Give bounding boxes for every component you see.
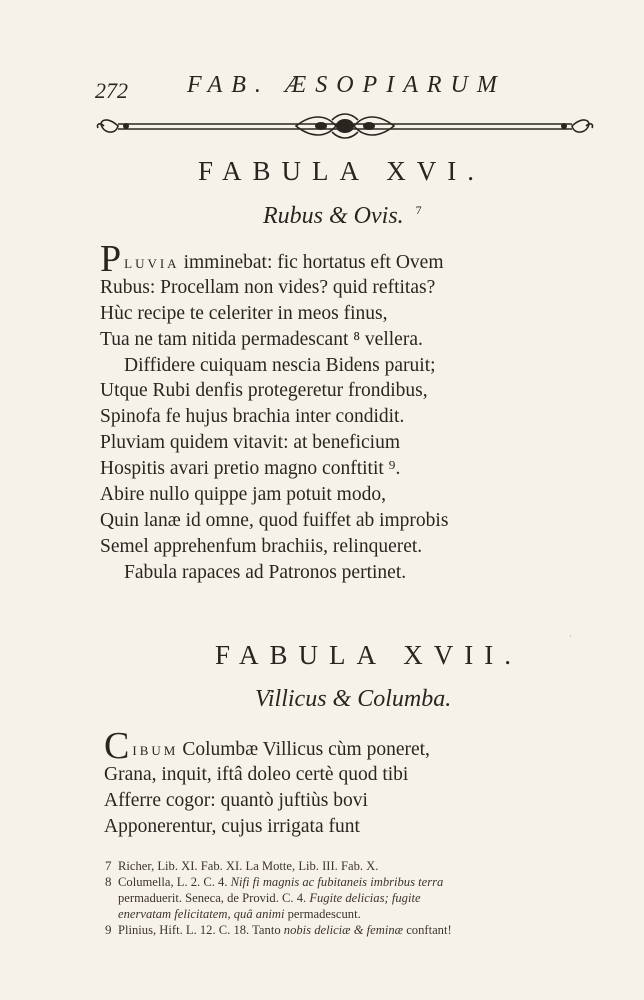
running-title: FAB. ÆSOPIARUM xyxy=(187,72,506,98)
verse-line: Apponerentur, cujus irrigata funt xyxy=(104,815,360,837)
print-speck: · xyxy=(569,632,572,641)
fable-17-subtitle: Villicus & Columba. xyxy=(255,686,452,712)
footnotes xyxy=(105,858,618,938)
small-caps-word: IBUM xyxy=(132,743,179,758)
footnote-9 xyxy=(105,922,618,938)
opening-line-rest: Columbæ Villicus cùm poneret, xyxy=(182,739,430,760)
verse-line: Diffidere cuiquam nescia Bidens paruit; xyxy=(124,354,436,376)
footnote-text: Richer, Lib. XI. Fab. XI. La Motte, Lib. III. Fab. X. xyxy=(118,859,379,873)
verse-line: Rubus: Procellam non vides? quid reftitas? xyxy=(100,276,436,298)
footnote-text: permadescunt. xyxy=(284,907,361,921)
footnote-quote: Nifi fi magnis ac fubitaneis imbribus terra xyxy=(230,875,444,889)
opening-line-rest: imminebat: fic hortatus eft Ovem xyxy=(183,252,444,273)
fable-16-subtitle-text: Rubus & Ovis. xyxy=(263,203,404,229)
verse-line: Afferre cogor: quantò juftiùs bovi xyxy=(104,789,368,811)
verse-line xyxy=(104,725,554,767)
footnote-mark: 8 xyxy=(105,874,112,889)
verse-line: Abire nullo quippe jam potuit modo, xyxy=(100,484,386,506)
verse-line: Utque Rubi denfis protegeretur frondibus, xyxy=(100,380,428,402)
footnote-7 xyxy=(105,858,618,874)
verse-line: Fabula rapaces ad Patronos pertinet. xyxy=(124,561,407,583)
footnote-text: permaduerit. Seneca, de Provid. C. 4. xyxy=(118,891,310,905)
footnote-quote: enervatam felicitatem, quâ animi xyxy=(118,907,285,921)
verse-line xyxy=(100,238,550,280)
footnote-mark: 9 xyxy=(105,922,112,937)
verse-line: Tua ne tam nitida permadescant ⁸ vellera. xyxy=(100,328,423,350)
footnote-text: Plinius, Hift. L. 12. C. 18. Tanto xyxy=(118,923,284,937)
verse-line: Grana, inquit, iftâ doleo certè quod tibi xyxy=(104,763,409,785)
footnote-mark: 7 xyxy=(105,858,112,873)
verse-line: Semel apprehenfum brachiis, relinqueret. xyxy=(100,535,423,557)
fable-17-verse xyxy=(104,725,554,840)
footnote-text: Columella, L. 2. C. 4. xyxy=(118,875,231,889)
page-number: 272 xyxy=(95,78,128,103)
footnote-8-continued xyxy=(118,890,618,906)
verse-line: Quin lanæ id omne, quod fuiffet ab improbis xyxy=(100,509,449,531)
fable-16-subtitle xyxy=(263,203,422,230)
verse-line: Pluviam quidem vitavit: at beneficium xyxy=(100,432,401,454)
small-caps-word: LUVIA xyxy=(124,256,180,271)
footnote-text: conftant! xyxy=(403,923,452,937)
verse-line: Hospitis avari pretio magno conftitit ⁹. xyxy=(100,458,401,480)
verse-line: Spinofa fe hujus brachia inter condidit. xyxy=(100,406,405,428)
footnote-quote: Fugite delicias; fugite xyxy=(309,891,421,905)
verse-line: Hùc recipe te celeriter in meos finus, xyxy=(100,302,388,324)
drop-cap: C xyxy=(104,725,130,767)
ornamental-rule xyxy=(96,110,594,144)
footnote-quote: nobis deliciæ & feminæ xyxy=(283,923,404,937)
fable-16-verse xyxy=(100,238,550,586)
fable-16-title: FABULA XVI. xyxy=(198,156,486,186)
drop-cap: P xyxy=(100,238,122,280)
footnote-ref-7: 7 xyxy=(415,203,422,217)
fable-17-title: FABULA XVII. xyxy=(215,640,522,670)
running-head xyxy=(95,72,535,106)
footnote-8-continued xyxy=(118,906,618,922)
footnote-8 xyxy=(105,874,618,890)
